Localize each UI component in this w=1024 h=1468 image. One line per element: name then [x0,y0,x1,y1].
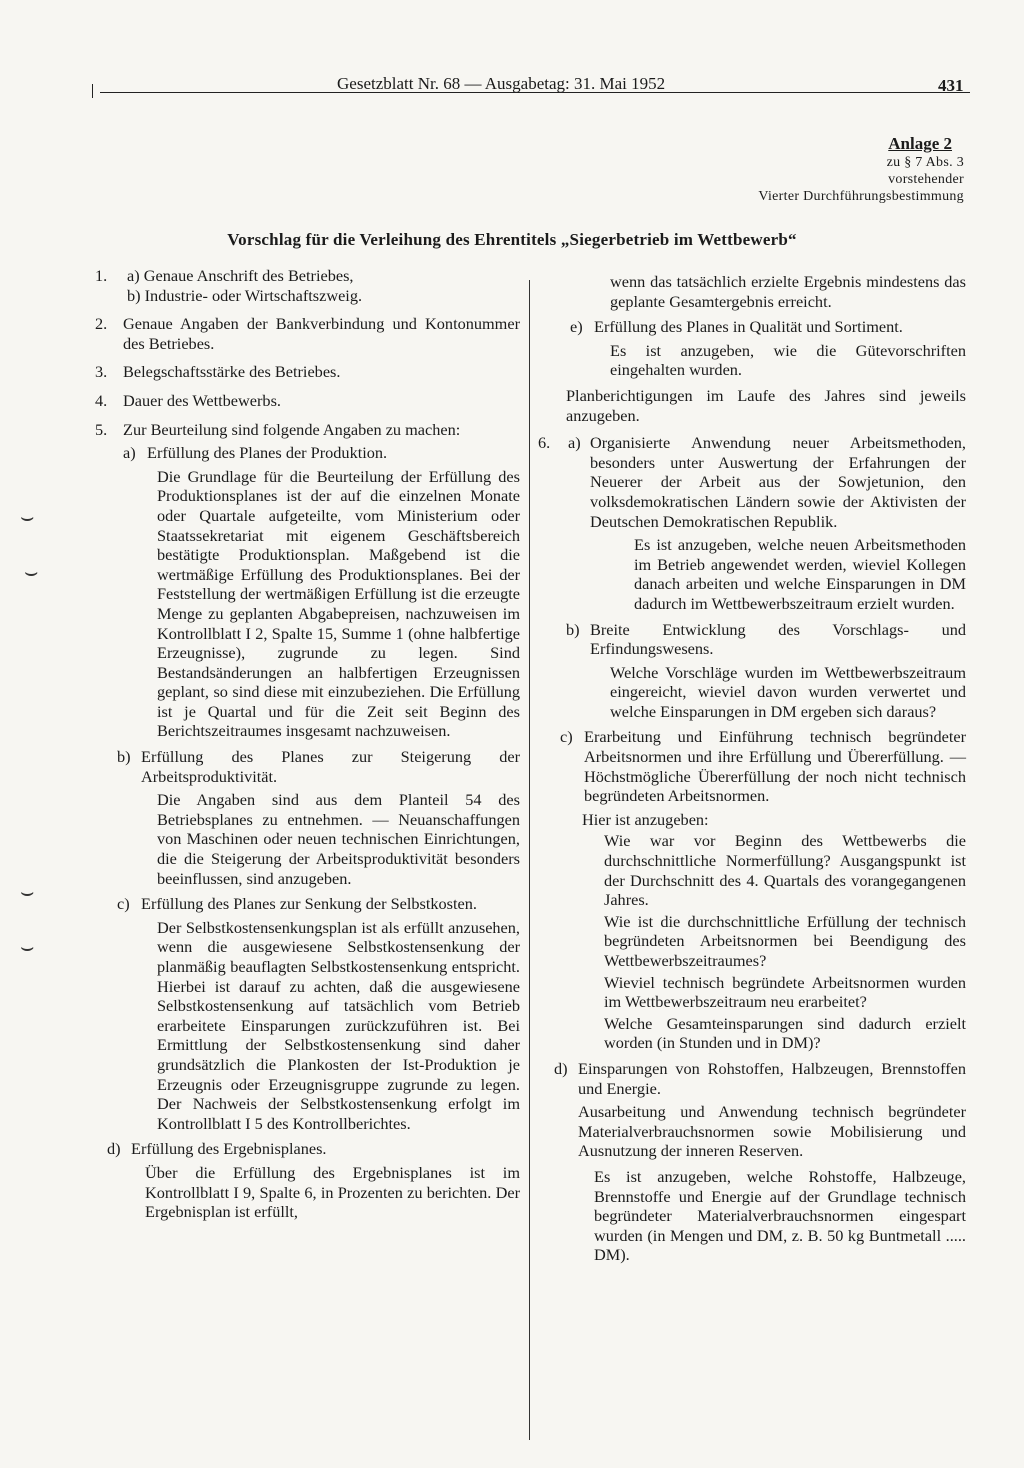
question-text: Wieviel technisch begründete Arbeitsnormen wurden im Wettbewerbszeitraum neu erarbeitet? [604,972,966,1012]
annex-line: Vierter Durchführungsbestimmung [758,189,964,204]
subitem-text: Die Angaben sind aus dem Planteil 54 des Betriebsplanes zu entnehmen. — Neuanschaffungen von Maschinen oder neuen technischen Einrichtungen, die die Steigerung der Arbeitsproduktivität besonders beeinflussen, sind anzugeben. [157,790,520,888]
subitem [95,443,520,463]
item-text: Genaue Angaben der Bankverbindung und Kontonummer des Betriebes. [123,314,520,353]
subitem-heading: Erfüllung des Ergebnisplanes. [131,1139,327,1159]
annex-heading: Anlage 2 [888,134,952,153]
running-title: Gesetzblatt Nr. 68 — Ausgabetag: 31. Mai 1952 [337,74,666,93]
note-text: Planberichtigungen im Laufe des Jahres sind jeweils anzugeben. [566,385,966,425]
item-text: Zur Beurteilung sind folgende Angaben zu machen: [123,419,461,439]
subitem-letter: e) [570,317,583,337]
item-number: 2. [95,314,108,334]
subitem-heading: Organisierte Anwendung neuer Arbeitsmethoden, besonders unter Auswertung der Erfahrungen der Neuerer der Arbeit aus der Sowjetunion, den volksdemokratischen Ländern sowie der Aktivisten der Deutschen Demokratischen Republik. [590,433,966,531]
subitem [95,747,520,786]
page-number: 431 [938,76,964,95]
subitem [95,1139,520,1159]
list-item [95,391,520,411]
item-number: 3. [95,362,108,382]
annex-line: zu § 7 Abs. 3 [886,155,964,170]
list-item [95,266,520,305]
subitem-text: Über die Erfüllung des Ergebnisplanes ist im Kontrollblatt I 9, Spalte 6, in Prozenten zu berichten. Der Ergebnisplan ist erfüllt, [145,1162,520,1222]
subitem-heading: Erfüllung des Planes in Qualität und Sortiment. [594,317,903,337]
item-text: b) Industrie- oder Wirtschaftszweig. [127,285,363,305]
item-number: 5. [95,419,108,439]
item-number: 1. [95,266,108,285]
annex-reference [758,134,964,205]
subitem [538,317,966,337]
subitem-heading: Erfüllung des Planes zur Steigerung der Arbeitsproduktivität. [141,747,520,786]
subitem-letter: a) [123,443,136,463]
subitem-text: Ausarbeitung und Anwendung technisch begründeter Materialverbrauchsnormen sowie Mobilisierung und Ausnutzung der inneren Reserven. [578,1102,966,1161]
subitem-letter: d) [554,1058,568,1078]
subitem-text: Hier ist anzugeben: [582,809,709,829]
subitem-letter: c) [117,894,130,914]
list-item [538,433,966,531]
item-number: 6. [538,433,551,453]
margin-mark: ⌣ [20,505,35,530]
subitem-text: Es ist anzugeben, welche Rohstoffe, Halbzeuge, Brennstoffe und Energie auf der Grundlage technisch begründeter Materialverbrauchsnormen eingespart wurden (in Mengen und DM, z. B. 50 kg Buntmetall ..... DM). [594,1166,966,1265]
left-column [95,266,520,1228]
subitem-letter: d) [107,1139,121,1159]
list-item [95,420,520,440]
subitem-heading: Breite Entwicklung des Vorschlags- und Erfindungswesens. [590,619,966,659]
margin-mark: ⌣ [24,560,39,585]
subitem-text: Es ist anzugeben, welche neuen Arbeitsmethoden im Betrieb angewendet werden, wieviel Kollegen danach arbeiten und welche Einsparungen in DM dadurch im Wettbewerbszeitraum erzielt wurden. [634,535,966,613]
continued-text: wenn das tatsächlich erzielte Ergebnis mindestens das geplante Gesamtergebnis erreicht. [610,272,966,311]
subitem [538,1059,966,1098]
column-divider [529,280,530,1440]
subitem [95,894,520,914]
document-title: Vorschlag für die Verleihung des Ehrentitels „Siegerbetrieb im Wettbewerb“ [227,230,797,249]
subitem-heading: Erarbeitung und Einführung technisch begründeter Arbeitsnormen und ihre Erfüllung und Übererfüllung. — Höchstmögliche Übererfüllung der noch nicht technisch begründeten Arbeitsnormen. [584,727,966,806]
header-rule [100,92,970,93]
subitem [538,727,966,805]
item-number: 4. [95,390,108,410]
question-text: Welche Gesamteinsparungen sind dadurch erzielt worden (in Stunden und in DM)? [604,1013,966,1053]
margin-mark: ⌣ [20,880,35,905]
subitem [538,620,966,659]
subitem-letter: b) [117,747,131,767]
margin-mark: ⌣ [20,935,35,960]
subitem-letter: a) [568,433,581,453]
subitem-text: Der Selbstkostensenkungsplan ist als erfüllt anzusehen, wenn die ausgewiesene Selbstkostensenkung der planmäßig beauflagten Selbstkostensenkung entspricht. Hierbei ist darauf zu achten, daß die ausgewiesene Selbstkostensenkung auf tatsächlich vom Betrieb erarbeitete Einsparungen zurückzuführen ist. Bei Ermittlung der Selbstkostensenkung sind daher grundsätzlich die Plankosten der Ist-Produktion je Erzeugnis oder Erzeugnisgruppe zugrunde zu legen. Der Nachweis der Selbstkostensenkung erfolgt im Kontrollblatt I 5 des Kontrollberichtes. [157,917,520,1133]
subitem-text: Es ist anzugeben, wie die Gütevorschriften eingehalten wurden. [610,340,966,380]
item-text: a) Genaue Anschrift des Betriebes, [127,266,354,285]
subitem-text: Die Grundlage für die Beurteilung der Erfüllung des Produktionsplanes ist der auf die einzelnen Monate oder Quartale aufgeteilte, vom Ministerium oder Staatssekretariat mit eigenem Geschäftsbereich bestätigte Produktionsplan. Maßgebend ist die wertmäßige Erfüllung des Produktionsplanes. Bei der Feststellung der wertmäßigen Erfüllung ist die erzeugte Menge zu geplanten Abgabepreisen, nachzuweisen im Kontrollblatt I 2, Spalte 15, Summe 1 (ohne halbfertige Erzeugnisse), zugrunde zu legen. Sind Bestandsänderungen an halbfertigen Erzeugnissen geplant, so sind diese mit einzubeziehen. Die Erfüllung ist je Quartal und für die Zeit seit Beginn des Berichtszeitraumes insgesamt nachzuweisen. [157,466,520,741]
subitem-letter: b) [566,619,580,639]
right-column [538,272,966,1271]
annex-line: vorstehender [888,172,964,187]
subitem-text: Welche Vorschläge wurden im Wettbewerbszeitraum eingereicht, wieviel davon wurden verwertet und welche Einsparungen in DM ergeben sich daraus? [610,662,966,721]
question-text: Wie war vor Beginn des Wettbewerbs die durchschnittliche Normerfüllung? Ausgangspunkt ist der Durchschnitt des 4. Quartals des vorangegangenen Jahres. [604,831,966,910]
list-item [95,362,520,382]
subitem-heading: Erfüllung des Planes zur Senkung der Selbstkosten. [141,894,477,914]
subitem-heading: Erfüllung des Planes der Produktion. [147,443,388,463]
question-text: Wie ist die durchschnittliche Erfüllung der technisch begründeten Arbeitsnormen bei Beendigung des Wettbewerbszeitraumes? [604,911,966,970]
subitem-heading: Einsparungen von Rohstoffen, Halbzeugen, Brennstoffen und Energie. [578,1058,966,1098]
header-rule-tick [92,84,93,98]
subitem-letter: c) [560,727,573,747]
item-text: Dauer des Wettbewerbs. [123,390,281,410]
list-item [95,314,520,353]
item-text: Belegschaftsstärke des Betriebes. [123,362,341,382]
running-header [0,74,1024,104]
